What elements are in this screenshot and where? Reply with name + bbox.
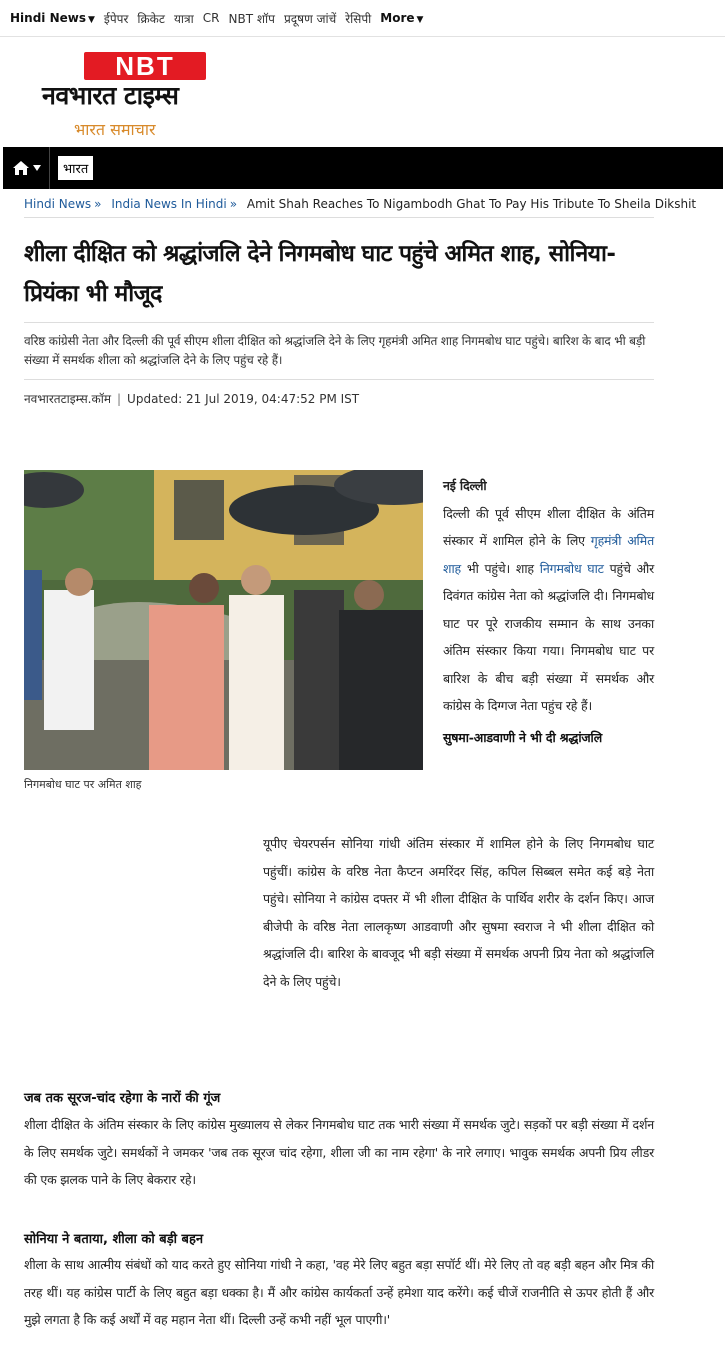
nav-item-nbt-shop[interactable]: NBT शॉप (228, 11, 275, 26)
home-icon (12, 160, 30, 176)
dateline: नई दिल्ली (443, 478, 487, 493)
paragraph-text: पहुंचे और दिवंगत कांग्रेस नेता को श्रद्धांजलि दी। निगमबोध घाट पर पूरे राजकीय सम्मान के साथ उनका अंतिम संस्कार किया गया। निगमबोध घाट पर बारिश के बीच बड़ी संख्या में समर्थक और कांग्रेस के दिग्गज नेता पहुंच रहे हैं। (443, 560, 654, 713)
article-title: शीला दीक्षित को श्रद्धांजलि देने निगमबोध घाट पहुंचे अमित शाह, सोनिया-प्रियंका भी मौजूद (24, 241, 616, 307)
article-updated: Updated: 21 Jul 2019, 04:47:52 PM IST (127, 392, 360, 406)
nav-item-pollution[interactable]: प्रदूषण जांचें (283, 11, 337, 26)
logo-badge: NBT (84, 52, 206, 80)
breadcrumb-hindi-news[interactable]: Hindi News (24, 197, 92, 211)
nav-item-cr[interactable]: CR (202, 11, 220, 25)
paragraph-text: भी पहुंचे। शाह (466, 560, 534, 576)
nav-item-travel[interactable]: यात्रा (173, 11, 194, 26)
subheading: सोनिया ने बताया, शीला को बड़ी बहन (24, 1232, 204, 1247)
article-paragraph: शीला के साथ आत्मीय संबंधों को याद करते हुए सोनिया गांधी ने कहा, 'वह मेरे लिए बहुत बड़ा सपॉर्ट थीं। मेरे लिए तो वह बड़ी बहन और मित्र की तरह थीं। यह कांग्रेस पार्टी के लिए बहुत बड़ा धक्का है। मैं और कांग्रेस कार्यकर्ता उन्हें हमेशा याद करेंगे। कई चीजें राजनीति से ऊपर होती हैं और मुझे लगता है कि कई अर्थों में वह महान नेता थीं। दिल्ली उन्हें कभी नहीं भूल पाएगी।' (24, 1257, 654, 1327)
article-intro (443, 472, 654, 751)
breadcrumb (24, 197, 696, 211)
nav-item-recipe[interactable]: रेसिपी (345, 11, 372, 26)
breadcrumb-current: Amit Shah Reaches To Nigambodh Ghat To Pay His Tribute To Sheila Dikshit (246, 197, 697, 211)
funeral-photo (24, 470, 423, 770)
breadcrumb-separator: » (229, 197, 238, 211)
subheading: जब तक सूरज-चांद रहेगा के नारों की गूंज (24, 1091, 221, 1106)
logo-subtitle: भारत समाचार (74, 120, 156, 139)
article-image[interactable] (24, 470, 423, 770)
nav-hindi-news[interactable] (10, 11, 95, 25)
chevron-down-icon: ▼ (88, 15, 95, 25)
byline-separator: | (117, 392, 122, 406)
nav-more[interactable] (380, 11, 423, 25)
article-paragraph: यूपीए चेयरपर्सन सोनिया गांधी अंतिम संस्कार में शामिल होने के लिए निगमबोध घाट पहुंचीं। कांग्रेस के वरिष्ठ नेता कैप्टन अमरिंदर सिंह, कपिल सिब्बल समेत कई बड़े नेता पहुंचे। सोनिया ने कांग्रेस दफ्तर में भी शीला दीक्षित के पार्थिव शरीर के दर्शन किए। आज बीजेपी के वरिष्ठ नेता लालकृष्ण आडवाणी और सुषमा स्वराज ने भी शीला दीक्षित को श्रद्धांजलि दी। बारिश के बावजूद भी बड़ी संख्या में समर्थक अपनी प्रिय नेता को श्रद्धांजलि देने के लिए पहुंचे। (263, 836, 654, 989)
tab-bharat[interactable] (49, 147, 101, 189)
breadcrumb-india-news[interactable]: India News In Hindi (111, 197, 227, 211)
nav-item-epaper[interactable]: ईपेपर (103, 11, 129, 26)
logo-name: नवभारत टाइम्स (42, 81, 179, 110)
breadcrumb-separator: » (94, 197, 102, 211)
link-amit-shah[interactable]: गृहमंत्री अमित शाह (443, 533, 654, 576)
divider (24, 379, 654, 380)
byline (24, 390, 359, 407)
divider (24, 322, 654, 323)
nav-hindi-news-label: Hindi News (10, 11, 86, 25)
article-summary: वरिष्ठ कांग्रेसी नेता और दिल्ली की पूर्व सीएम शीला दीक्षित को श्रद्धांजलि देने के लिए गृहमंत्री अमित शाह निगमबोध घाट पहुंचे। बारिश के बाद भी बड़ी संख्या में समर्थक शीला को श्रद्धांजलि देने के लिए पहुंच रहे हैं। (24, 334, 646, 367)
nav-item-cricket[interactable]: क्रिकेट (137, 11, 165, 26)
tab-bharat-label: भारत (58, 156, 93, 180)
paragraph-text: दिल्ली की पूर्व सीएम शीला दीक्षित के अंतिम संस्कार में शामिल होने के लिए (443, 505, 654, 548)
section-bar (3, 147, 723, 189)
top-nav (0, 0, 725, 37)
nav-more-label: More (380, 11, 415, 25)
link-nigambodh-ghat[interactable]: निगमबोध घाट (539, 560, 604, 576)
divider (24, 217, 654, 218)
chevron-down-icon: ▼ (416, 15, 424, 25)
home-button[interactable] (3, 147, 49, 189)
site-logo[interactable] (42, 52, 222, 142)
caret-down-icon (33, 165, 41, 171)
article-source: नवभारतटाइम्स.कॉम (24, 392, 111, 406)
article-paragraph: शीला दीक्षित के अंतिम संस्कार के लिए कांग्रेस मुख्यालय से लेकर निगमबोध घाट तक भारी संख्या में समर्थक जुटे। सड़कों पर बड़ी संख्या में दर्शन के लिए समर्थक जुटे। समर्थकों ने जमकर 'जब तक सूरज चांद रहेगा, शीला जी का नाम रहेगा' के नारे लगाए। भावुक समर्थक अपनी प्रिय लीडर की एक झलक पाने के लिए बेकरार रहे। (24, 1117, 654, 1187)
subheading: सुषमा-आडवाणी ने भी दी श्रद्धांजलि (443, 729, 603, 745)
image-caption: निगमबोध घाट पर अमित शाह (24, 778, 142, 791)
